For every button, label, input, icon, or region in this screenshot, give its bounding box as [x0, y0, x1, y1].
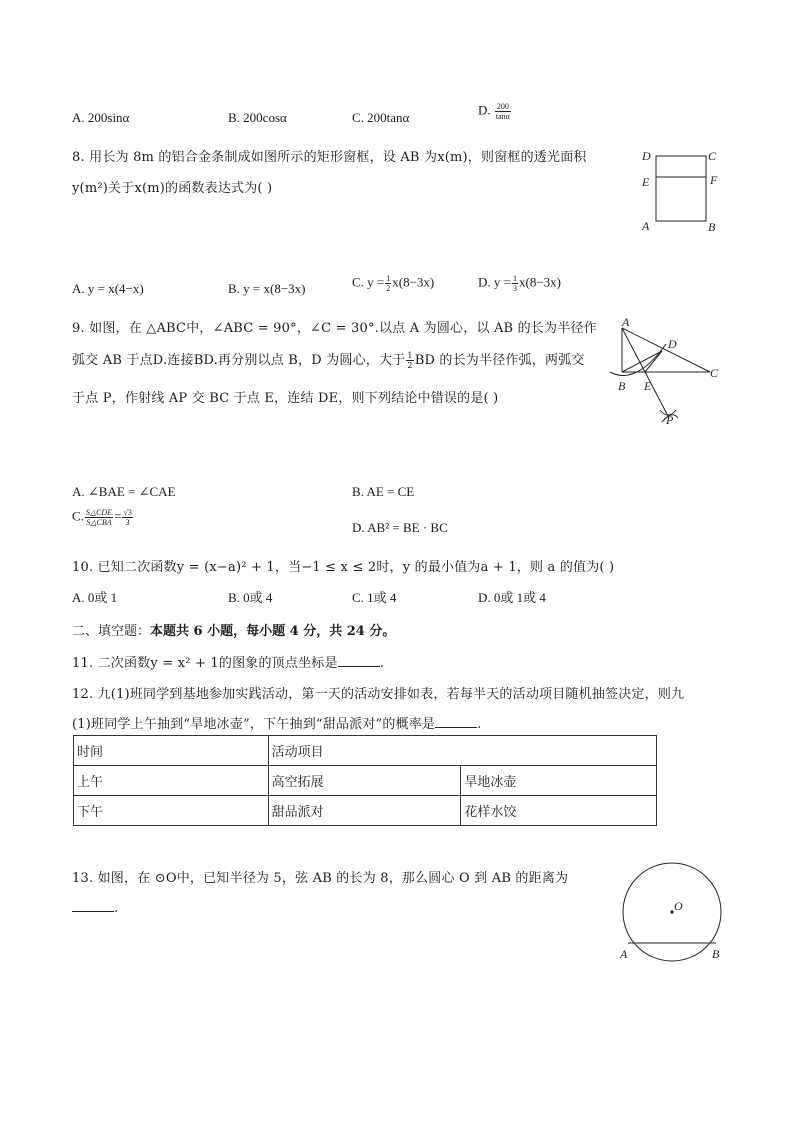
- q12-stem-line1: 12. 九(1)班同学到基地参加实践活动，第一天的活动安排如表，若每半天的活动项目随机抽签决定，则九: [72, 687, 685, 702]
- q8-label-a: A: [642, 219, 650, 233]
- q9-stem-line3: 于点 P，作射线 AP 交 BC 于点 E，连结 DE，则下列结论中错误的是( ): [72, 391, 499, 406]
- q9-option-c-rhs-denominator: 3: [125, 518, 130, 527]
- q8-stem-line2: y(m²)关于x(m)的函数表达式为( ): [72, 181, 273, 196]
- q8-label-f: F: [710, 173, 718, 187]
- q8-option-d-denominator: 3: [512, 284, 517, 293]
- q8-label-b: B: [708, 220, 716, 234]
- q9-label-d: D: [668, 337, 677, 351]
- q9-triangle-figure: [606, 314, 730, 428]
- q7-option-d-denominator: tanα: [495, 112, 510, 121]
- q9-option-c-rhs-fraction: [122, 508, 132, 527]
- q8-option-c-denominator: 2: [386, 284, 391, 293]
- q10-option-b: B. 0或 4: [228, 590, 273, 605]
- q13-stem-line1: 13. 如图，在 ⊙O中，已知半径为 5，弦 AB 的长为 8，那么圆心 O 到 AB 的距离为: [72, 871, 569, 886]
- q9-option-a: A. ∠BAE = ∠CAE: [72, 484, 176, 499]
- table-cell: 下午: [74, 796, 269, 826]
- q9-segment-de: [645, 351, 662, 372]
- q13-label-b: B: [712, 947, 720, 961]
- q9-option-d: D. AB² = BE · BC: [352, 520, 448, 535]
- q13-circle-figure: [614, 860, 730, 966]
- q8-stem-line1: 8. 用长为 8m 的铝合金条制成如图所示的矩形窗框，设 AB 为x(m)，则窗框的透光面积: [72, 150, 587, 165]
- q11-stem-text: 11. 二次函数y = x² + 1的图象的顶点坐标是: [72, 656, 338, 671]
- q9-stem-line1: 9. 如图，在 △ABC中，∠ABC = 90°，∠C = 30°.以点 A 为圆心，以 AB 的长为半径作: [72, 321, 597, 336]
- q11-stem: [72, 652, 384, 671]
- q7-option-d-prefix: D.: [478, 102, 491, 118]
- q7-option-d: [478, 102, 512, 121]
- table-cell: 甜品派对: [268, 796, 461, 826]
- q9-option-c-prefix: C.: [72, 508, 84, 524]
- q9-stem-line2-post: BD 的长为半径作弧，两弧交: [414, 353, 585, 368]
- q10-option-a: A. 0或 1: [72, 590, 118, 605]
- q8-window-frame: [656, 156, 706, 221]
- section-2-title: 二、填空题：: [72, 624, 151, 639]
- table-cell: 旱地冰壶: [461, 766, 657, 796]
- q13-stem-end: .: [114, 901, 119, 916]
- q8-label-d: D: [642, 149, 651, 163]
- q8-option-c-suffix: x(8−3x): [392, 274, 435, 290]
- q12-activity-table: [73, 735, 657, 826]
- q10-option-d: D. 0或 1或 4: [478, 590, 546, 605]
- q9-option-b: B. AE = CE: [352, 484, 415, 499]
- table-cell: 花样水饺: [461, 796, 657, 826]
- section-2-description: 本题共 6 小题，每小题 4 分，共 24 分。: [150, 624, 396, 639]
- q7-option-d-numerator: 200: [496, 102, 509, 111]
- q7-option-b: B. 200cosα: [228, 110, 287, 125]
- q8-option-d-suffix: x(8−3x): [518, 274, 561, 290]
- q12-stem-end: .: [477, 717, 482, 732]
- q9-option-c-fraction: [85, 508, 113, 527]
- q12-stem-line2: [72, 713, 482, 732]
- q8-label-c: C: [708, 149, 717, 163]
- q8-option-d-fraction: [512, 274, 518, 293]
- q8-option-c-fraction: [385, 274, 391, 293]
- q8-option-b: B. y = x(8−3x): [228, 281, 306, 296]
- q9-option-c-denominator: S△CBA: [86, 518, 112, 527]
- q13-stem-line2: [72, 900, 118, 916]
- q8-label-e: E: [642, 175, 650, 189]
- table-header-cell: 活动项目: [268, 736, 656, 766]
- q9-stem-line2-pre: 弧交 AB 于点D.连接BD.再分别以点 B，D 为圆心，大于: [72, 353, 406, 368]
- q8-option-c: [352, 274, 434, 293]
- q10-option-c: C. 1或 4: [352, 590, 397, 605]
- q9-label-e: E: [644, 379, 652, 393]
- q10-stem: 10. 已知二次函数y = (x−a)² + 1，当−1 ≤ x ≤ 2时，y 的最小值为a + 1，则 a 的值为( ): [72, 560, 615, 575]
- table-row: [74, 766, 657, 796]
- q13-label-a: A: [620, 947, 628, 961]
- q13-answer-blank[interactable]: [72, 900, 114, 912]
- q9-label-p: P: [666, 413, 674, 427]
- q8-option-d-numerator: 1: [512, 274, 517, 283]
- q12-answer-blank[interactable]: [435, 716, 477, 728]
- q7-option-c: C. 200tanα: [352, 110, 410, 125]
- q13-label-o: O: [674, 899, 683, 913]
- table-header-cell: 时间: [74, 736, 269, 766]
- q8-option-a: A. y = x(4−x): [72, 281, 144, 296]
- table-row: [74, 796, 657, 826]
- q8-option-d: [478, 274, 561, 293]
- q7-option-d-fraction: [495, 102, 511, 121]
- q8-option-c-numerator: 1: [386, 274, 391, 283]
- q9-option-c-rhs-numerator: √3: [123, 508, 132, 517]
- table-cell: 高空拓展: [268, 766, 461, 796]
- q9-label-b: B: [618, 379, 626, 393]
- q11-stem-end: .: [379, 656, 385, 671]
- q9-stem-fraction-numerator: 1: [407, 351, 413, 360]
- section-2-heading: [72, 620, 395, 639]
- q9-label-a: A: [622, 315, 630, 329]
- q9-option-c: [72, 508, 134, 527]
- q9-arc-main: [610, 344, 666, 376]
- q9-stem-fraction: [406, 351, 413, 370]
- q9-stem-line2: [72, 349, 585, 370]
- q9-option-c-equals: =: [114, 508, 122, 524]
- q8-option-c-prefix: C. y =: [352, 274, 385, 290]
- q9-stem-fraction-denominator: 2: [407, 361, 413, 370]
- q9-label-c: C: [710, 366, 719, 380]
- q8-option-d-prefix: D. y =: [478, 274, 511, 290]
- q7-option-a: A. 200sinα: [72, 110, 130, 125]
- q11-answer-blank[interactable]: [338, 655, 380, 667]
- q12-stem-line2-text: (1)班同学上午抽到“旱地冰壶”，下午抽到“甜品派对”的概率是: [72, 717, 436, 732]
- q8-window-figure: [636, 146, 726, 238]
- table-header-row: [74, 736, 657, 766]
- table-cell: 上午: [74, 766, 269, 796]
- q9-option-c-numerator: S△CDE: [85, 508, 113, 517]
